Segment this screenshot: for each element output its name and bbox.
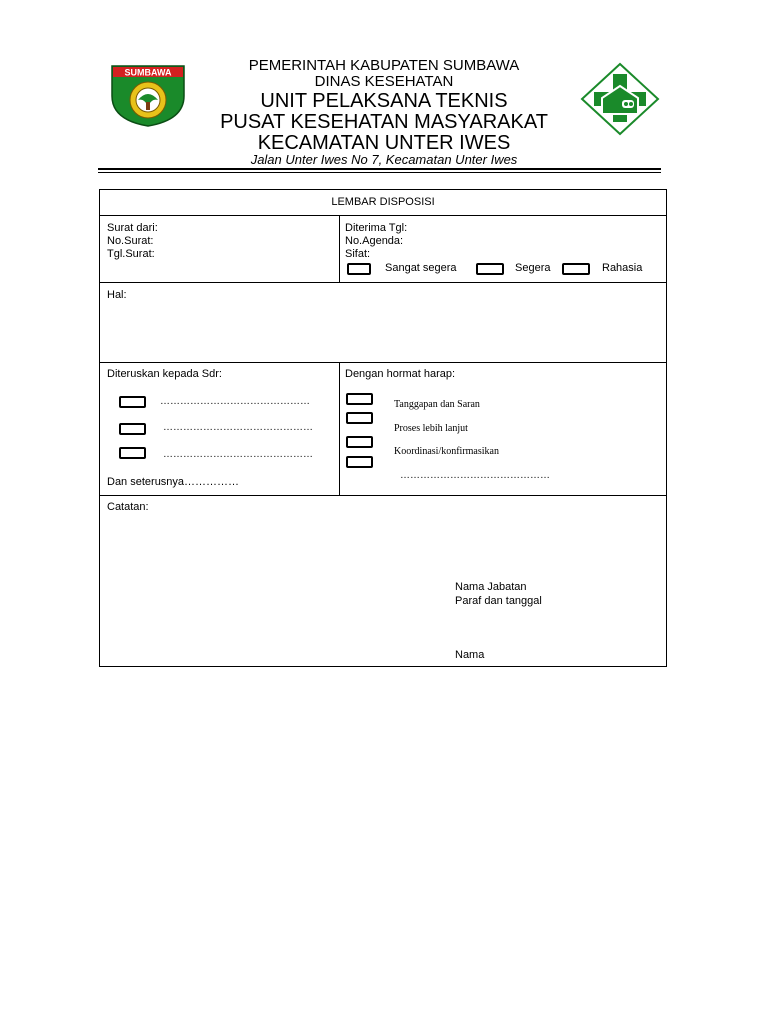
checkbox-recipient-2[interactable] xyxy=(119,423,146,435)
header-line-2: DINAS KESEHATAN xyxy=(314,73,454,90)
checkbox-recipient-3[interactable] xyxy=(119,447,146,459)
label-diteruskan: Diteruskan kepada Sdr: xyxy=(107,368,222,380)
checkbox-segera[interactable] xyxy=(476,263,504,275)
recipient-line-2: ……………………………………… xyxy=(163,422,313,433)
label-dan-seterusnya: Dan seterusnya…………… xyxy=(107,476,240,488)
header-rule-thick xyxy=(98,168,661,170)
header-line-3: UNIT PELAKSANA TEKNIS xyxy=(260,90,508,112)
label-proses: Proses lebih lanjut xyxy=(394,423,468,434)
checkbox-rahasia[interactable] xyxy=(562,263,590,275)
header-rule-thin xyxy=(98,172,661,173)
header-line-1: PEMERINTAH KABUPATEN SUMBAWA xyxy=(248,57,520,74)
label-tanggapan: Tanggapan dan Saran xyxy=(394,399,480,410)
label-nama-jabatan: Nama Jabatan xyxy=(455,581,527,593)
label-segera: Segera xyxy=(515,262,551,274)
recipient-line-1: ……………………………………… xyxy=(160,396,310,407)
other-instruction-line: ……………………………………… xyxy=(400,470,550,481)
checkbox-sangat-segera[interactable] xyxy=(347,263,371,275)
label-sifat: Sifat: xyxy=(345,248,371,260)
label-hal: Hal: xyxy=(107,289,127,301)
divider-vertical-top xyxy=(339,215,340,282)
label-dengan-hormat: Dengan hormat harap: xyxy=(345,368,456,380)
checkbox-lainnya[interactable] xyxy=(346,456,373,468)
divider-vertical-mid xyxy=(339,362,340,495)
label-rahasia: Rahasia xyxy=(602,262,643,274)
label-nama: Nama xyxy=(455,649,485,661)
header-line-4: PUSAT KESEHATAN MASYARAKAT xyxy=(220,111,548,133)
label-surat-dari: Surat dari: xyxy=(107,222,158,234)
label-paraf-tanggal: Paraf dan tanggal xyxy=(455,595,542,607)
header-line-5: KECAMATAN UNTER IWES xyxy=(257,132,511,154)
label-tgl-surat: Tgl.Surat: xyxy=(107,248,155,260)
form-title: LEMBAR DISPOSISI xyxy=(331,196,435,208)
checkbox-tanggapan[interactable] xyxy=(346,393,373,405)
divider-top-section xyxy=(100,282,666,283)
label-diterima-tgl: Diterima Tgl: xyxy=(345,222,408,234)
label-no-agenda: No.Agenda: xyxy=(345,235,404,247)
label-koordinasi: Koordinasi/konfirmasikan xyxy=(394,446,499,457)
label-no-surat: No.Surat: xyxy=(107,235,154,247)
disposition-form xyxy=(99,189,667,667)
divider-hal xyxy=(100,362,666,363)
divider-instructions xyxy=(100,495,666,496)
header-address: Jalan Unter Iwes No 7, Kecamatan Unter Iwes xyxy=(250,152,518,167)
checkbox-recipient-1[interactable] xyxy=(119,396,146,408)
label-sangat-segera: Sangat segera xyxy=(385,262,457,274)
checkbox-koordinasi[interactable] xyxy=(346,436,373,448)
label-catatan: Catatan: xyxy=(107,501,149,513)
recipient-line-3: ……………………………………… xyxy=(163,449,313,460)
logo-left-text: SUMBAWA xyxy=(124,67,172,78)
divider-title xyxy=(100,215,666,216)
checkbox-proses[interactable] xyxy=(346,412,373,424)
